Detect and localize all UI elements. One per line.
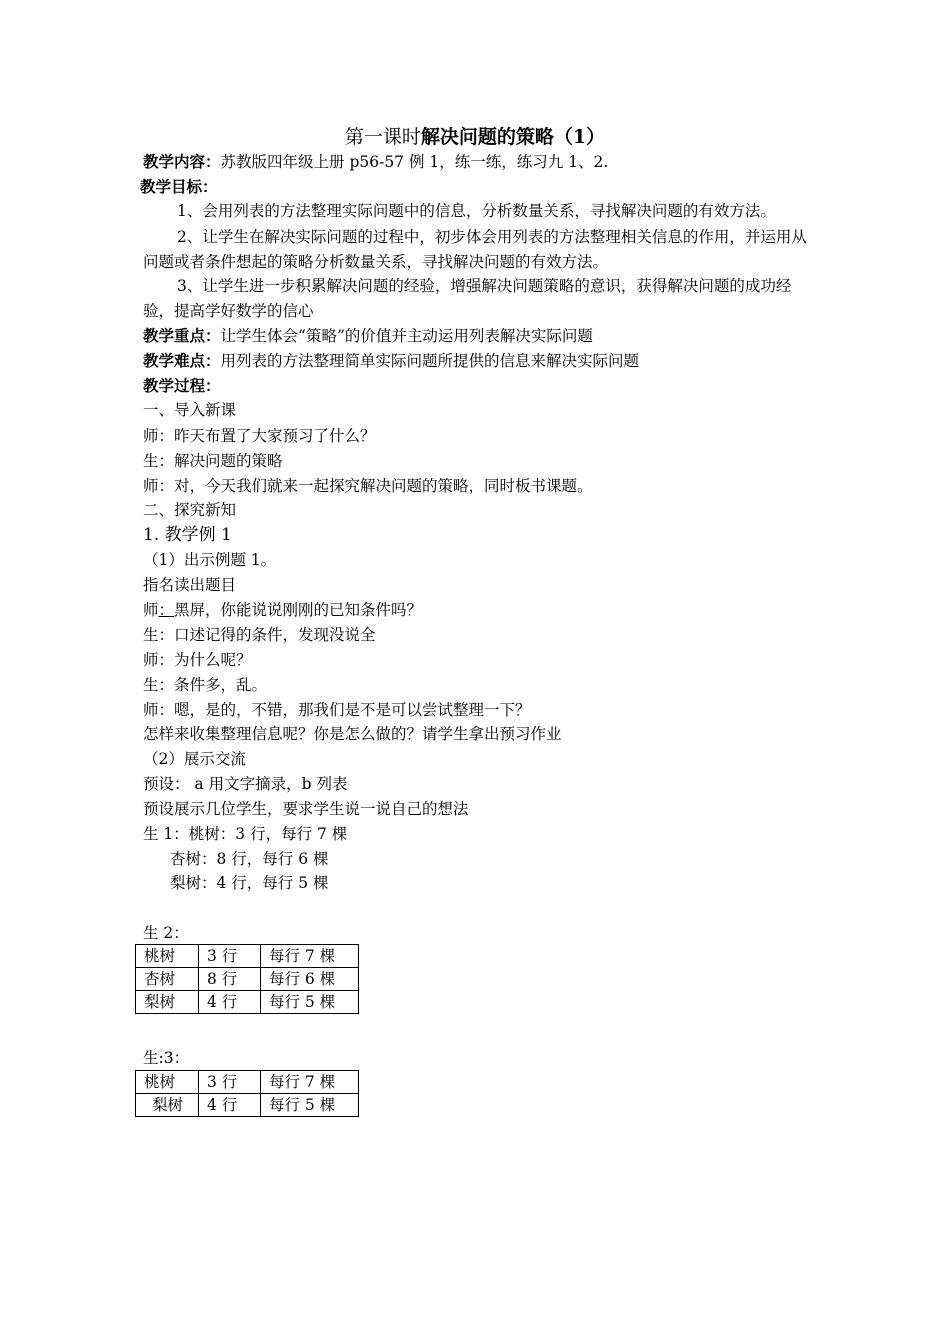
objective-1: 1、会用列表的方法整理实际问题中的信息，分析数量关系，寻找解决问题的有效方法。 (177, 202, 776, 220)
table-cell: 3 行 (199, 1071, 261, 1094)
dialogue-line: 师：嗯，是的，不错，那我们是不是可以尝试整理一下？ (143, 701, 531, 719)
difficulty-label: 教学难点： (143, 351, 221, 370)
dialogue-line: （1）出示例题 1。 (143, 551, 277, 569)
objective-2: 2、让学生在解决实际问题的过程中，初步体会用列表的方法整理相关信息的作用，并运用从问题或者条件想起的策略分析数量关系，寻找解决问题的有效方法。 (143, 228, 807, 271)
process-label: 教学过程： (143, 376, 221, 395)
table-cell: 杏树 (136, 968, 199, 991)
table-cell: 每行 6 棵 (261, 968, 359, 991)
table-cell: 3 行 (199, 945, 261, 968)
speaker-teacher: 师 (143, 601, 159, 619)
dialogue-line: 师：昨天布置了大家预习了什么？ (143, 427, 376, 445)
table-row (136, 1071, 359, 1094)
dialogue-line: 怎样来收集整理信息呢？你是怎么做的？请学生拿出预习作业 (143, 725, 562, 743)
difficulty-text: 用列表的方法整理简单实际问题所提供的信息来解决实际问题 (220, 352, 640, 370)
table-cell: 梨树 (136, 991, 199, 1014)
table-cell: 桃树 (136, 945, 199, 968)
title-topic: 解决问题的策略（1） (420, 126, 606, 148)
student-3-table (135, 1070, 359, 1117)
table-cell: 每行 5 棵 (261, 991, 359, 1014)
table-cell: 4 行 (199, 991, 261, 1014)
dialogue-line: 生：条件多，乱。 (143, 676, 268, 694)
student-1-answer: 杏树：8 行，每行 6 棵 (170, 850, 329, 868)
dialogue-line: 生：口述记得的条件，发现没说全 (143, 626, 376, 644)
dialogue-line: 预设： a 用文字摘录，b 列表 (143, 775, 348, 793)
dialogue-line: 师：为什么呢？ (143, 651, 252, 669)
table-row (136, 991, 359, 1014)
dialogue-line: 师：对，今天我们就来一起探究解决问题的策略，同时板书课题。 (143, 477, 593, 495)
section-heading-2: 二、探究新知 (143, 501, 237, 519)
dialogue-line: 预设展示几位学生，要求学生说一说自己的想法 (143, 800, 469, 818)
student-1-answer: 梨树：4 行，每行 5 棵 (170, 874, 329, 892)
table-cell: 8 行 (199, 968, 261, 991)
objective-3: 3、让学生进一步积累解决问题的经验，增强解决问题策略的意识，获得解决问题的成功经验，提高学好数学的信心 (143, 277, 792, 320)
dialogue-line: 生：解决问题的策略 (143, 452, 283, 470)
student-2-table (135, 944, 359, 1014)
page-title (0, 124, 950, 150)
table-cell: 4 行 (199, 1094, 261, 1117)
dialogue-line: 指名读出题目 (143, 576, 237, 594)
key-point-text: 让学生体会“策略”的价值并主动运用列表解决实际问题 (220, 327, 593, 345)
objectives-label: 教学目标： (140, 177, 218, 196)
dialogue-line (143, 599, 422, 621)
table-row (136, 1094, 359, 1117)
table-cell: 每行 7 棵 (261, 1071, 359, 1094)
teaching-content-text: 苏教版四年级上册 p56-57 例 1，练一练，练习九 1、2. (220, 153, 609, 171)
dialogue-line: （2）展示交流 (143, 750, 246, 768)
student-3-label: 生:3： (143, 1049, 190, 1067)
dialogue-text: 黑屏，你能说说刚刚的已知条件吗？ (174, 601, 423, 619)
table-row (136, 945, 359, 968)
table-cell: 每行 7 棵 (261, 945, 359, 968)
difficulty (143, 350, 639, 372)
key-point (143, 325, 593, 347)
underlined-colon: ： (158, 601, 175, 619)
table-cell: 桃树 (136, 1071, 199, 1094)
teaching-content-label: 教学内容： (143, 152, 221, 171)
key-point-label: 教学重点： (143, 326, 221, 345)
student-1-answer: 生 1：桃树：3 行，每行 7 棵 (143, 825, 348, 843)
table-cell: 每行 5 棵 (261, 1094, 359, 1117)
example-heading: 1. 教学例 1 (143, 525, 232, 545)
teaching-content (143, 151, 608, 173)
student-2-label: 生 2： (143, 924, 189, 942)
section-heading-1: 一、导入新课 (143, 401, 237, 419)
table-cell: 梨树 (136, 1094, 199, 1117)
title-lesson: 第一课时 (344, 126, 421, 148)
table-row (136, 968, 359, 991)
